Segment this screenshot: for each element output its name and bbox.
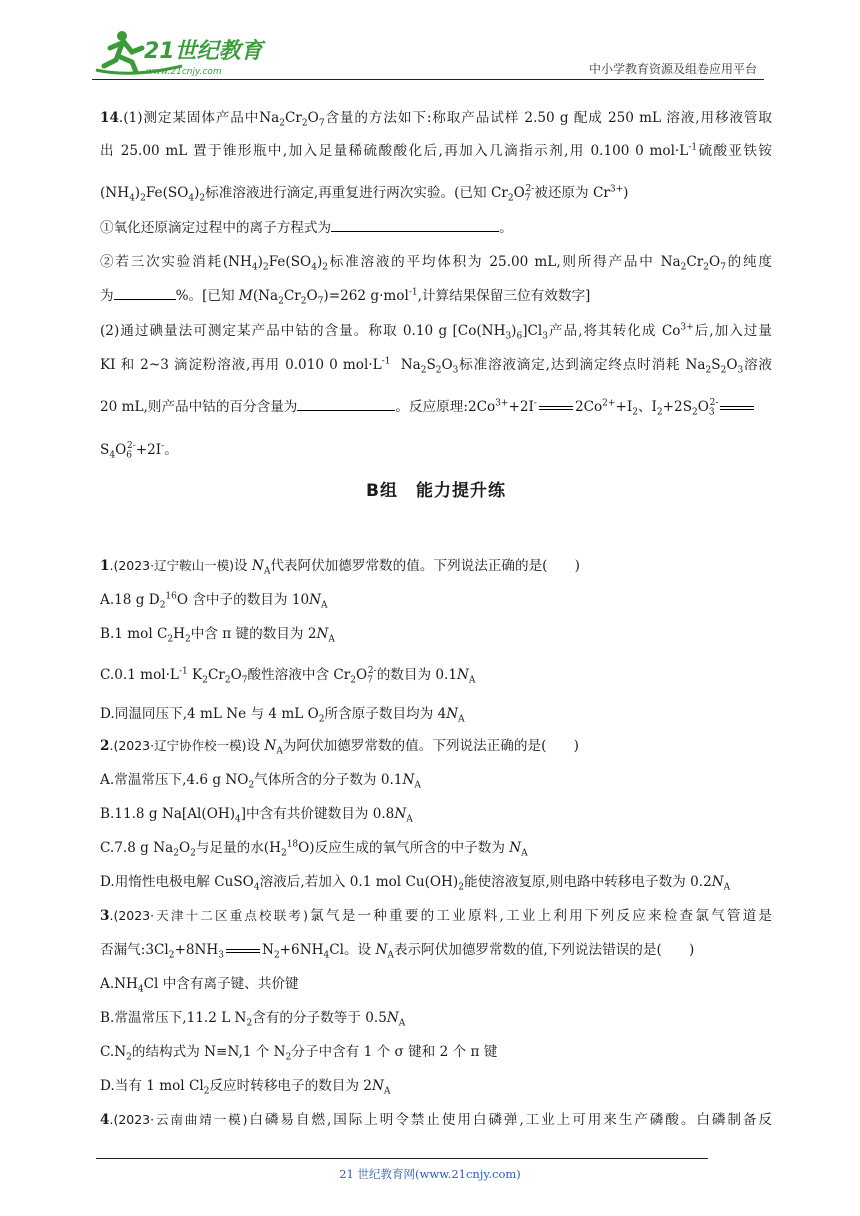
q3-stem-1: 3.(2023·天津十二区重点校联考)氯气是一种重要的工业原料,工业上利用下列反应来检查氯气管道是	[100, 908, 773, 924]
answer-blank-2[interactable]	[114, 287, 176, 300]
equals-sign-icon	[226, 949, 260, 953]
q1-option-b[interactable]: B.1 mol $C_2H_2$中含 π 键的数目为 $2N_A$	[100, 626, 335, 645]
q2-option-d[interactable]: D.用惰性电极电解 CuSO$_4$溶液后,若加入 0.1 mol $Cu(OH)_2$能使溶液复原,则电路中转移电子数为 $0.2N_A$	[100, 874, 731, 893]
q1-option-c[interactable]: C.0.1 $mol\cdot L^{-1}$ $K_2Cr_2O_7$酸性溶液中含 $Cr_2O_7^{2-}$的数目为 $0.1N_A$	[100, 666, 476, 686]
answer-blank-3[interactable]	[297, 398, 395, 411]
q14-line-2: 出 25.00 mL 置于锥形瓶中,加入足量稀硫酸酸化后,再加入几滴指示剂,用 0.100 0 $mol\cdot L^{-1}$硫酸亚铁铵	[100, 142, 773, 159]
section-heading: B组 能力提升练	[366, 481, 506, 501]
q4-stem: 4.(2023·云南曲靖一模)白磷易自燃,国际上明令禁止使用白磷弹,工业上可用来生产磷酸。白磷制备反	[100, 1112, 773, 1128]
q14-line-5: ②若三次实验消耗$(NH_4)_2Fe(SO_4)_2$标准溶液的平均体积为 25.00 mL,则所得产品中 $Na_2Cr_2O_7$的纯度	[100, 254, 772, 273]
q3-option-c[interactable]: $C.N_2$的结构式为 N≡N,1 个 $N_2$分子中含有 1 个 σ 键和 2 个 π 键	[100, 1044, 498, 1063]
equals-sign-icon	[539, 406, 573, 410]
q2-option-c[interactable]: C.7.8 g $Na_2O_2$与足量的水$(H_2^{18}O)$反应生成的氧气所含的中子数为 $N_A$	[100, 839, 528, 859]
site-logo	[92, 26, 272, 82]
q14-line-1: 14.(1)测定某固体产品中$Na_2Cr_2O_7$含量的方法如下:称取产品试样 2.50 g 配成 250 mL 溶液,用移液管取	[100, 110, 772, 129]
q1-stem: 1.(2023·辽宁鞍山一模)设 $N_A$代表阿伏加德罗常数的值。下列说法正确的是( )	[100, 558, 580, 577]
header-divider	[92, 79, 764, 80]
q14-line-3: $(NH_4)_2Fe(SO_4)_2$标准溶液进行滴定,再重复进行两次实验。(已知 $Cr_2O_7^{2-}$被还原为 $Cr^{3+}$)	[100, 184, 629, 204]
q2-stem: 2.(2023·辽宁协作校一模)设 $N_A$为阿伏加德罗常数的值。下列说法正确的是( )	[100, 738, 579, 757]
svg-text:www.21cnjy.com: www.21cnjy.com	[146, 67, 222, 77]
q14-line-6: 为 %。[已知 $M(Na_2Cr_2O_7)=262$ g·mol$^{-1}$,计算结果保留三位有效数字]	[100, 287, 591, 307]
q3-option-a[interactable]: $A.NH_4Cl$ 中含有离子键、共价键	[100, 976, 299, 995]
q14-line-7: (2)通过碘量法可测定某产品中钴的含量。称取 0.10 g $[Co(NH_3)_6]Cl_3$产品,将其转化成 $Co^{3+}$后,加入过量	[100, 322, 772, 342]
q1-option-d[interactable]: D.同温同压下,4 mL Ne 与 4 mL $O_2$所含原子数目均为 $4N_A$	[100, 706, 465, 725]
q1-option-a[interactable]: A.18 g $D_2^{16}O$ 含中子的数目为 $10N_A$	[100, 591, 328, 611]
footer-link[interactable]: 21 世纪教育网(www.21cnjy.com)	[339, 1167, 521, 1181]
answer-blank-1[interactable]	[331, 219, 499, 232]
q14-line-10: $S_4O_6^{2-}+2I^-$。	[100, 441, 178, 461]
equals-sign-icon	[720, 406, 754, 410]
q2-option-b[interactable]: B.11.8 g $Na[Al(OH)_4]$中含有共价键数目为 $0.8N_A$	[100, 806, 413, 825]
header-platform-name: 中小学教育资源及组卷应用平台	[588, 62, 757, 76]
q3-option-b[interactable]: B.常温常压下,11.2 L $N_2$含有的分子数等于 $0.5N_A$	[100, 1010, 406, 1029]
q14-line-9: 20 mL,则产品中钴的百分含量为 。反应原理$:2Co^{3+}+2I^-$ $2Co^{2+}+I_2$、$I_2+2S_2O_3^{2-}$	[100, 398, 772, 416]
q3-option-d[interactable]: D.当有 1 mol $Cl_2$反应时转移电子的数目为 $2N_A$	[100, 1078, 391, 1097]
footer-divider	[96, 1158, 708, 1159]
q14-line-8: KI 和 2~3 滴淀粉溶液,再用 0.010 0 $mol\cdot L^{-1}$ $Na_2S_2O_3$标准溶液滴定,达到滴定终点时消耗 $Na_2S_2O_3$溶液	[100, 356, 773, 376]
q3-stem-2: 否漏气$:3Cl_2+8NH_3$ $N_2+6NH_4Cl$。设 $N_A$表示阿伏加德罗常数的值,下列说法错误的是( )	[100, 942, 695, 961]
q14-line-4: ①氧化还原滴定过程中的离子方程式为 。	[100, 220, 513, 236]
q2-option-a[interactable]: A.常温常压下,4.6 g $NO_2$气体所含的分子数为 $0.1N_A$	[100, 772, 421, 791]
svg-text:21世纪教育: 21世纪教育	[144, 39, 263, 64]
